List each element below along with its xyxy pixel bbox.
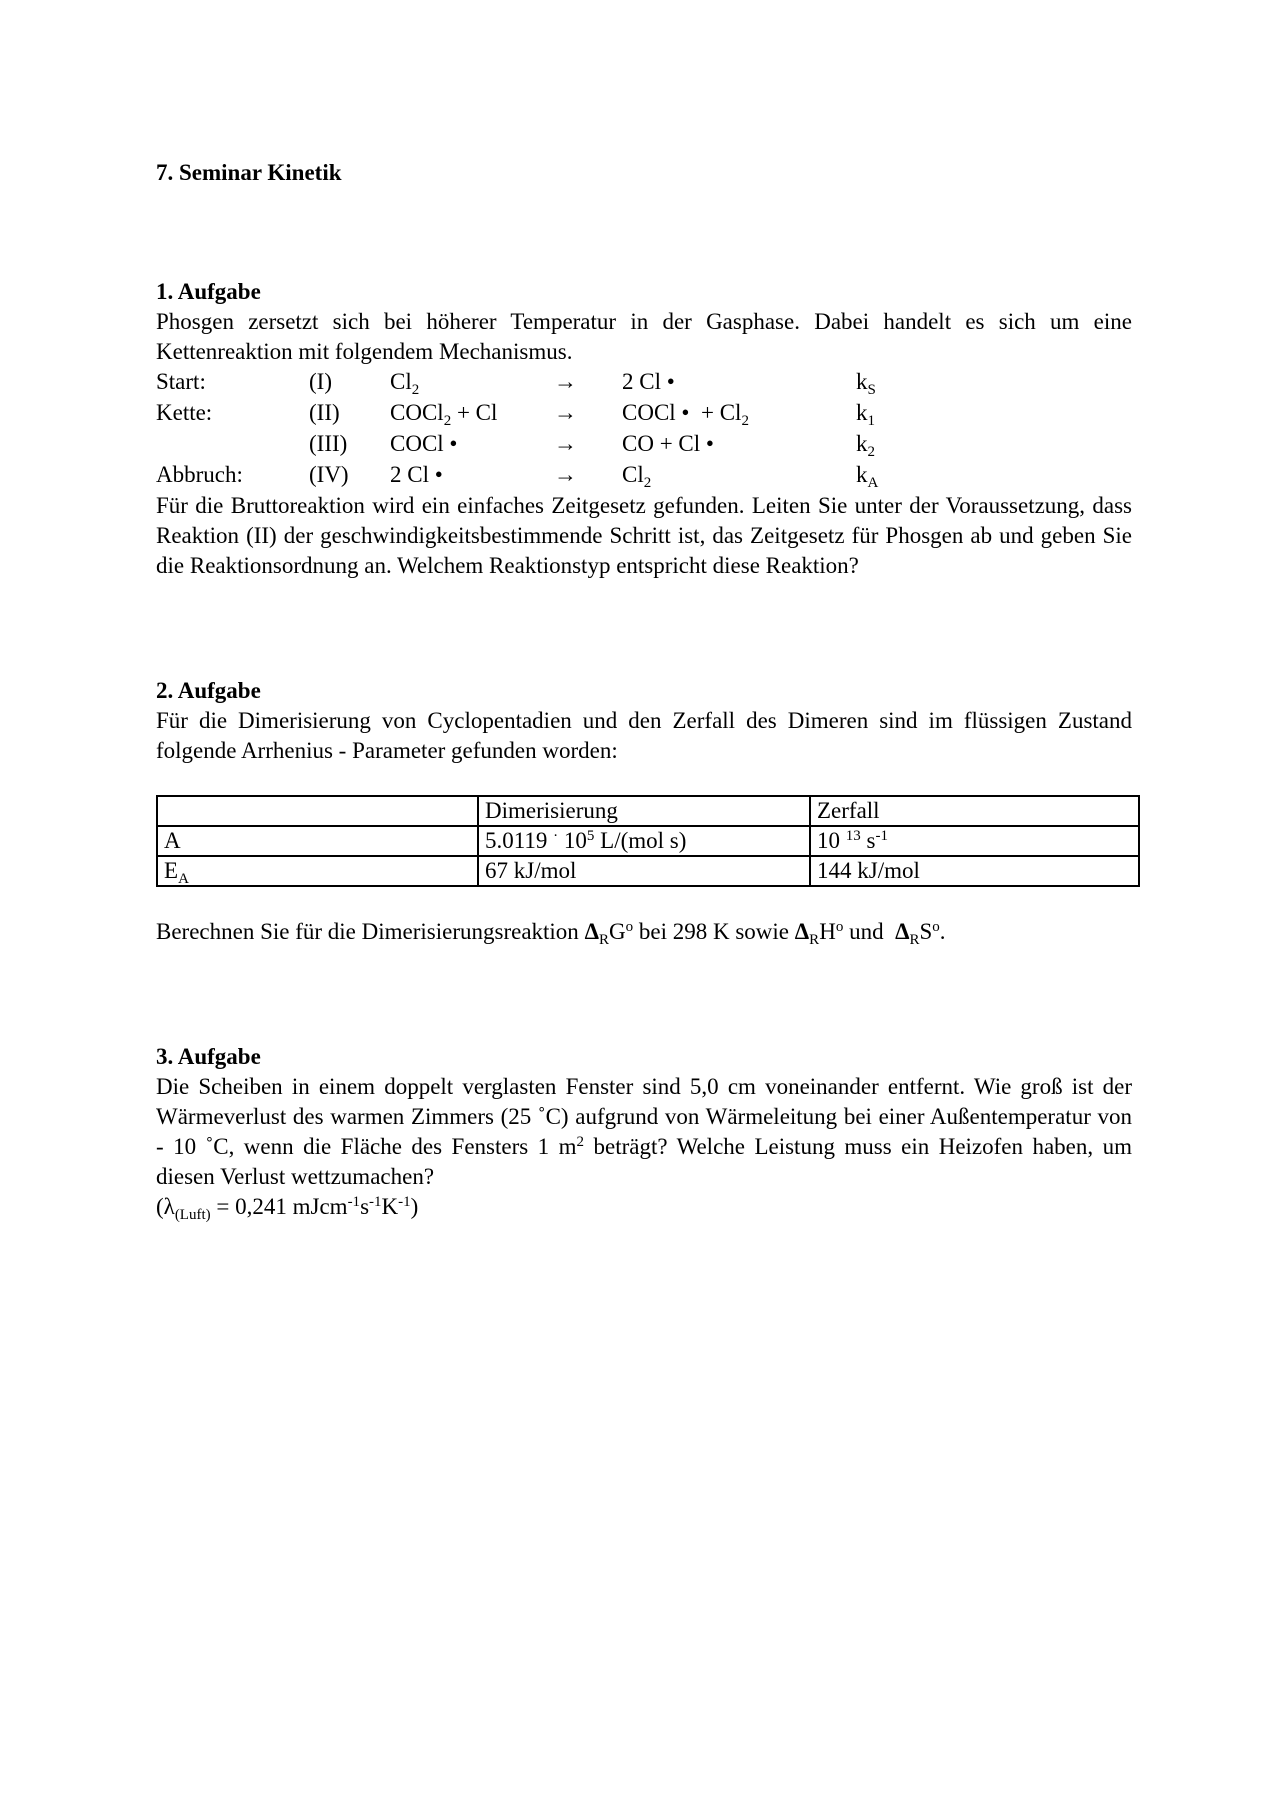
task-1-intro-line1: Phosgen zersetzt sich bei höherer Temperatur in der Gasphase. Dabei handelt es sich um eine: [156, 309, 1132, 334]
step-product: CO + Cl •: [622, 431, 714, 456]
rate-constant: $k_1$: [856, 400, 875, 429]
table-cell: 67 kJ/mol: [478, 856, 810, 886]
task-1-heading: 1. Aufgabe: [156, 279, 261, 304]
step-product: COCl • + $Cl_2$: [622, 400, 749, 429]
task-2-intro: Für die Dimerisierung von Cyclopentadien und den Zerfall des Dimeren sind im flüssigen Zustand folgende Arrhenius - Parameter gefunden worden:: [156, 708, 1132, 763]
table-row: [157, 856, 1139, 886]
rate-constant: $k_S$: [856, 369, 876, 398]
step-reactant: $Cl_2$: [390, 369, 420, 398]
task-1: [156, 277, 1132, 581]
step-label: Abbruch:: [156, 462, 243, 487]
task-3-text: Die Scheiben in einem doppelt verglasten Fenster sind 5,0 cm voneinander entfernt. Wie groß ist der Wärmeverlust des warmen Zimmers (25 ˚C) aufgrund von Wärmeleitung bei einer Außentemperatur von - 10 ˚C, wenn die Fläche des Fensters 1 $m^2$ beträgt? Welche Leistung muss ein Heizofen haben, um diesen Verlust wettzumachen?: [156, 1074, 1132, 1189]
mechanism-table: [156, 367, 1132, 491]
table-cell: [157, 796, 478, 826]
step-number: (III): [309, 431, 348, 456]
task-3: [156, 1042, 1132, 1222]
table-header: Zerfall: [810, 796, 1139, 826]
step-number: (IV): [309, 462, 349, 487]
step-label: Kette:: [156, 400, 213, 425]
step-number: (II): [309, 400, 340, 425]
table-cell: 144 kJ/mol: [810, 856, 1139, 886]
task-2-heading: 2. Aufgabe: [156, 678, 261, 703]
task-2-question: Berechnen Sie für die Dimerisierungsreaktion $\Delta_RG^o$ bei 298 K sowie $\Delta_RH^o$ und $\Delta_RS^o$.: [156, 919, 946, 948]
arrow-icon: →: [554, 431, 577, 456]
step-reactant: COCl$_2$ + Cl: [390, 400, 498, 429]
table-header: Dimerisierung: [478, 796, 810, 826]
table-header-row: [157, 796, 1139, 826]
arrhenius-table: [156, 795, 1140, 887]
arrow-icon: →: [554, 369, 577, 394]
arrow-icon: →: [554, 462, 577, 487]
table-row-label: A: [157, 826, 478, 856]
arrow-icon: →: [554, 400, 577, 425]
table-row-label: $E_A$: [157, 856, 478, 886]
page-title: 7. Seminar Kinetik: [156, 160, 342, 185]
task-3-constant: ($\lambda_{(Luft)} = 0,241$ $mJcm^{-1}s^{-1}K^{-1}$): [156, 1194, 419, 1223]
step-reactant: 2 Cl •: [390, 462, 443, 487]
rate-constant: $k_A$: [856, 462, 879, 491]
step-number: (I): [309, 369, 332, 394]
mechanism-row: [156, 398, 1132, 429]
task-2: [156, 676, 1132, 947]
step-product: $Cl_2$: [622, 462, 652, 491]
mechanism-row: [156, 429, 1132, 460]
mechanism-row: [156, 367, 1132, 398]
rate-constant: $k_2$: [856, 431, 875, 460]
task-3-heading: 3. Aufgabe: [156, 1044, 261, 1069]
table-row: [157, 826, 1139, 856]
step-product: 2 Cl •: [622, 369, 675, 394]
table-cell: 5.0119 · $10^5$ L/(mol s): [478, 826, 810, 856]
step-reactant: COCl •: [390, 431, 458, 456]
task-1-question: Für die Bruttoreaktion wird ein einfaches Zeitgesetz gefunden. Leiten Sie unter der Voraussetzung, dass Reaktion (II) der geschwindigkeitsbestimmende Schritt ist, das Zeitgesetz für Phosgen ab und geben Sie die Reaktionsordnung an. Welchem Reaktionstyp entspricht diese Reaktion?: [156, 493, 1132, 578]
task-1-intro-line2: Kettenreaktion mit folgendem Mechanismus.: [156, 339, 573, 364]
table-cell: 10 $^{13}$ $s^{-1}$: [810, 826, 1139, 856]
step-label: Start:: [156, 369, 206, 394]
mechanism-row: [156, 460, 1132, 491]
